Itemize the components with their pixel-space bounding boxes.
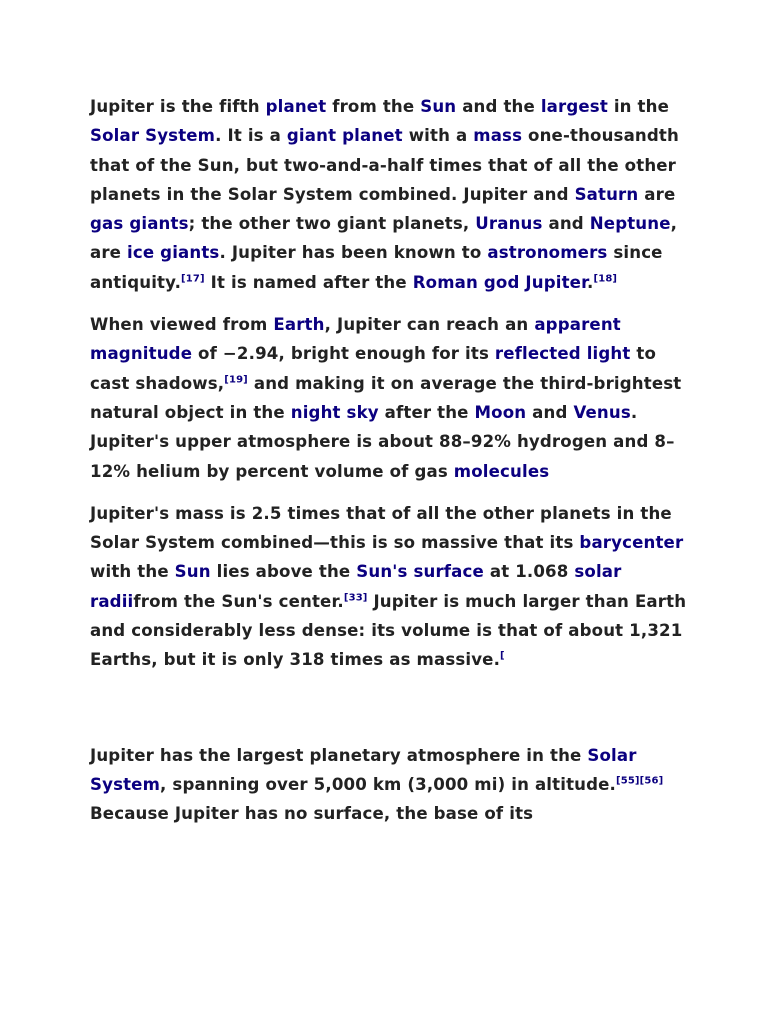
text-run: to cast shadows, [90,344,657,393]
wiki-link[interactable]: Saturn [574,184,639,204]
wiki-link[interactable]: Sun's surface [356,562,484,582]
paragraph-4 [90,741,690,829]
wiki-link[interactable]: Sun [420,97,457,116]
wiki-link[interactable]: reflected light [494,344,631,364]
wiki-link[interactable]: Roman god Jupiter [412,272,588,292]
text-run: and [526,402,574,422]
citation-ref[interactable]: [33] [343,592,368,604]
document-body [90,92,690,829]
text-run: of −2.94, bright enough for its [192,344,495,364]
wiki-link[interactable]: night sky [290,402,379,422]
text-run: It is named after the [204,272,413,292]
text-run: When viewed from [90,315,274,335]
text-run: with a [402,126,474,146]
wiki-link[interactable]: Moon [474,402,527,422]
wiki-link[interactable]: Venus [573,402,631,422]
text-run: from the [326,97,421,116]
wiki-link[interactable]: astronomers [487,243,608,263]
wiki-link[interactable]: Solar System [90,126,216,146]
text-run: at 1.068 [483,562,575,582]
wiki-link[interactable]: Neptune [589,214,671,234]
wiki-link[interactable]: mass [473,126,523,146]
text-run: lies above the [210,562,357,582]
wiki-link[interactable]: Solar System [90,745,637,794]
citation-ref[interactable]: [19] [224,374,248,386]
text-run: Jupiter is much larger than Earth and considerably less dense: its volume is that of about 1,321 Earths, but it is only 318 times as massive. [90,591,687,670]
wiki-link[interactable]: planet [265,97,327,116]
text-run: and making it on average the third-brightest natural object in the [90,373,682,422]
text-run: and the [456,97,541,116]
text-run: from the Sun's center. [133,591,344,611]
wiki-link[interactable]: ice giants [127,243,220,263]
citation-ref[interactable]: [17] [181,273,205,285]
paragraph-1 [90,92,690,297]
text-run: ; the other two giant planets, [188,214,476,234]
wiki-link[interactable]: Sun [174,562,211,582]
text-run: Because Jupiter has no surface, the base of its [90,804,534,824]
citation-ref[interactable]: [18] [593,273,618,285]
citation-ref[interactable]: [55] [616,775,640,787]
text-run: . Jupiter's upper atmosphere is about 88–92% hydrogen and 8–12% helium by percent volume of gas [90,402,675,481]
wiki-link[interactable]: largest [540,97,608,116]
wiki-link[interactable]: barycenter [579,533,684,553]
wiki-link[interactable]: gas giants [90,214,189,234]
wiki-link[interactable]: apparent magnitude [90,315,621,364]
text-run: one-thousandth that of the Sun, but two-and-a-half times that of all the other planets in the Solar System combined. Jupiter and [90,126,679,204]
text-run: , spanning over 5,000 km (3,000 mi) in altitude. [160,774,616,794]
wiki-link[interactable]: Earth [273,315,325,335]
text-run: . Jupiter has been known to [219,243,488,263]
text-run: Jupiter has the largest planetary atmosphere in the [90,745,588,765]
text-run: in the [607,97,670,116]
text-run: and [542,214,590,234]
text-run: , are [90,214,678,263]
paragraph-3 [90,499,690,675]
text-run: , Jupiter can reach an [324,315,535,335]
wiki-link[interactable]: Uranus [475,214,543,234]
text-run: . [587,272,594,292]
text-run: Jupiter's mass is 2.5 times that of all the other planets in the Solar System combined—this is so massive that its [90,503,672,553]
text-run: Jupiter is the fifth [90,97,266,116]
text-run: . It is a [215,126,287,146]
text-run: are [638,184,676,204]
citation-ref[interactable]: [56] [639,775,664,787]
citation-ref[interactable]: [ [500,650,505,662]
wiki-link[interactable]: solar radii [90,562,622,611]
wiki-link[interactable]: giant planet [286,126,403,146]
paragraph-2 [90,310,690,486]
text-run: after the [378,402,475,422]
text-run: with the [90,562,175,582]
text-run: since antiquity. [90,243,663,292]
wiki-link[interactable]: molecules [453,461,550,481]
